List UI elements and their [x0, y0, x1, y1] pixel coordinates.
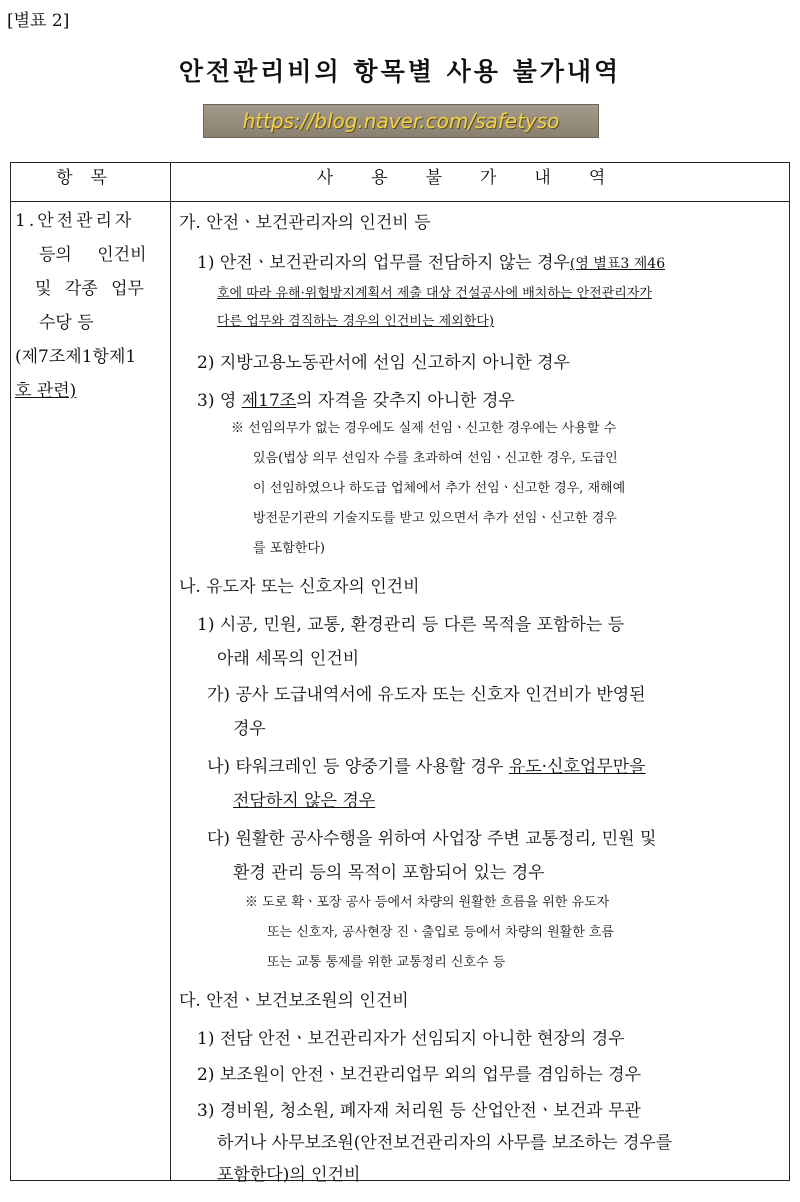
- section-ga-note: 이 선임하였으나 하도급 업체에서 추가 선임ㆍ신고한 경우, 재해예: [253, 481, 626, 496]
- table-header-row: [11, 163, 790, 202]
- section-na-sub-ga: 경우: [233, 719, 266, 739]
- section-na-sub-da: 다) 원활한 공사수행을 위하여 사업장 주변 교통정리, 민원 및: [207, 829, 657, 849]
- section-na-sub-na: 전담하지 않은 경우: [233, 791, 376, 811]
- table-row: [11, 202, 790, 1181]
- section-da-item1: 1) 전담 안전ㆍ보건관리자가 선임되지 아니한 현장의 경우: [197, 1029, 625, 1049]
- section-na-sub-ga: 가) 공사 도급내역서에 유도자 또는 신호자 인건비가 반영된: [207, 685, 646, 705]
- section-ga-note: 방전문기관의 기술지도를 받고 있으면서 추가 선임ㆍ신고한 경우: [253, 511, 617, 526]
- appendix-label: [별표 2]: [7, 11, 70, 31]
- section-ga-item2: 2) 지방고용노동관서에 선임 신고하지 아니한 경우: [197, 353, 570, 373]
- section-ga-item1-ref: 호에 따라 유해·위험방지계획서 제출 대상 건설공사에 배치하는 안전관리자가: [217, 286, 652, 301]
- blog-url-banner: https://blog.naver.com/safetyso: [203, 104, 599, 138]
- section-na-note: ※ 도로 확ㆍ포장 공사 등에서 차량의 원활한 흐름을 위한 유도자: [245, 895, 610, 910]
- section-na-sub-da: 환경 관리 등의 목적이 포함되어 있는 경우: [233, 863, 545, 883]
- section-da-title: 다. 안전ㆍ보건보조원의 인건비: [179, 991, 409, 1011]
- item-line: 등의 인건비: [39, 245, 147, 265]
- section-na-item1: 아래 세목의 인건비: [217, 649, 360, 669]
- item-line: 호 관련): [15, 381, 77, 401]
- item-cell: [11, 202, 171, 1181]
- item-line: 및 각종 업무: [35, 279, 144, 299]
- header-item: 항목: [11, 163, 171, 202]
- usage-table: [10, 162, 790, 1185]
- header-details: 사용불가내역: [171, 163, 790, 202]
- section-na-sub-na: 나) 타워크레인 등 양중기를 사용할 경우 유도·신호업무만을: [207, 757, 646, 777]
- section-da-item2: 2) 보조원이 안전ㆍ보건관리업무 외의 업무를 겸임하는 경우: [197, 1065, 641, 1085]
- details-cell: [171, 202, 790, 1185]
- section-ga-note: 있음(법상 의무 선임자 수를 초과하여 선임ㆍ신고한 경우, 도급인: [253, 451, 618, 466]
- section-na-note: 또는 교통 통제를 위한 교통정리 신호수 등: [267, 955, 506, 970]
- section-ga-title: 가. 안전ㆍ보건관리자의 인건비 등: [179, 213, 431, 233]
- section-da-item3: 하거나 사무보조원(안전보건관리자의 사무를 보조하는 경우를: [217, 1133, 673, 1153]
- section-ga-item1-ref: 다른 업무와 겸직하는 경우의 인건비는 제외한다): [217, 314, 494, 329]
- section-da-item3: 3) 경비원, 청소원, 폐자재 처리원 등 산업안전ㆍ보건과 무관: [197, 1101, 641, 1121]
- section-ga-item3: 3) 영 제17조의 자격을 갖추지 아니한 경우: [197, 391, 515, 411]
- section-na-item1: 1) 시공, 민원, 교통, 환경관리 등 다른 목적을 포함하는 등: [197, 615, 625, 635]
- item-line: 수당 등: [39, 313, 94, 333]
- section-ga-note: 를 포함한다): [253, 541, 325, 556]
- section-na-title: 나. 유도자 또는 신호자의 인건비: [179, 577, 420, 597]
- section-ga-note: ※ 선임의무가 없는 경우에도 실제 선임ㆍ신고한 경우에는 사용할 수: [231, 421, 617, 436]
- item-line: 1.안전관리자: [15, 211, 135, 231]
- item-line: (제7조제1항제1: [15, 347, 137, 367]
- section-na-note: 또는 신호자, 공사현장 진ㆍ출입로 등에서 차량의 원활한 흐름: [267, 925, 615, 940]
- page-title: 안전관리비의 항목별 사용 불가내역: [178, 57, 622, 86]
- section-ga-item1: 1) 안전ㆍ보건관리자의 업무를 전담하지 않는 경우(영 별표3 제46: [197, 253, 666, 273]
- section-da-item3: 포함한다)의 인건비: [217, 1165, 361, 1185]
